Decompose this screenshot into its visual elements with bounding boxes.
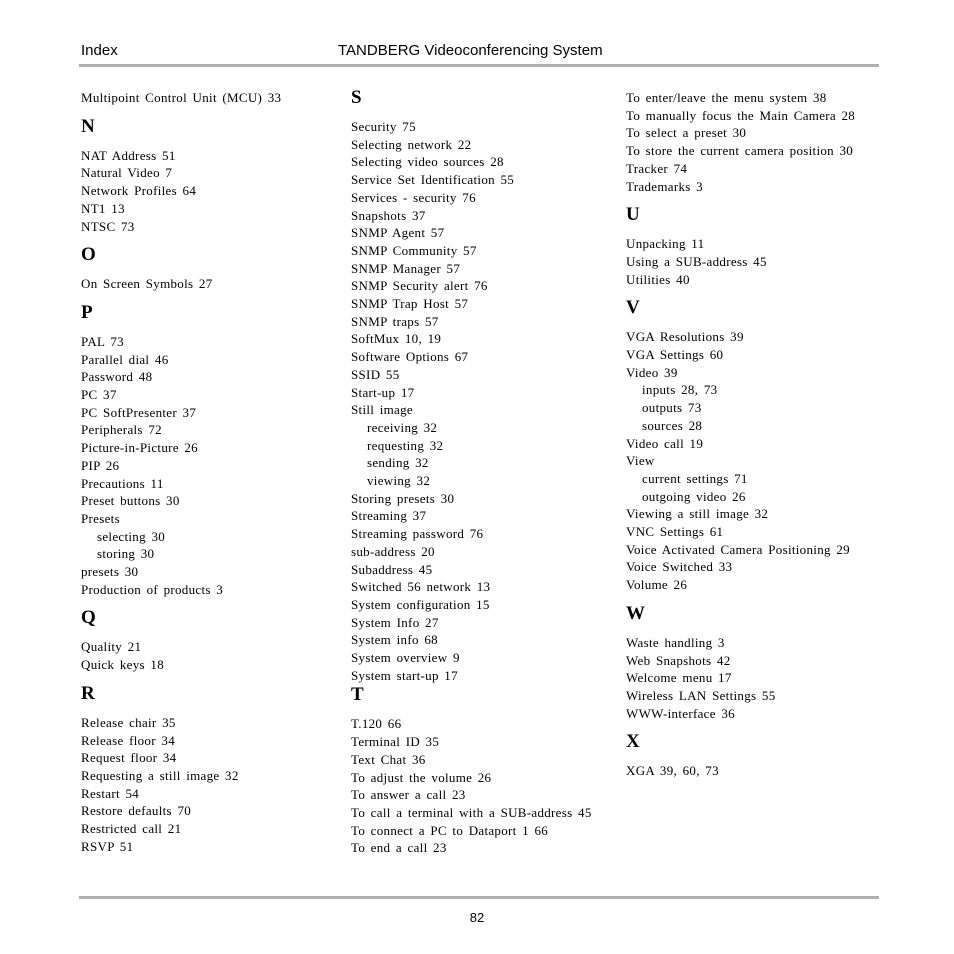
index-entry: SNMP Community 57 <box>351 242 477 258</box>
index-entry: Selecting video sources 28 <box>351 154 504 170</box>
index-entry: System Info 27 <box>351 614 439 630</box>
index-entry: Picture-in-Picture 26 <box>81 440 198 456</box>
index-entry: Wireless LAN Settings 55 <box>626 687 776 703</box>
index-entry: System start-up 17 <box>351 667 458 683</box>
index-section-letter: O <box>81 244 96 266</box>
index-subentry: sending 32 <box>367 455 429 471</box>
index-entry: Subaddress 45 <box>351 561 433 577</box>
header-divider <box>79 64 879 67</box>
index-entry: Switched 56 network 13 <box>351 579 491 595</box>
index-entry: Parallel dial 46 <box>81 351 169 367</box>
index-entry: Streaming 37 <box>351 508 427 524</box>
index-entry: NAT Address 51 <box>81 147 176 163</box>
index-subentry: inputs 28, 73 <box>642 382 718 398</box>
index-entry: Peripherals 72 <box>81 422 162 438</box>
index-entry: Welcome menu 17 <box>626 670 732 686</box>
index-entry: Still image <box>351 402 413 418</box>
index-entry: VGA Settings 60 <box>626 347 724 362</box>
index-entry: PC 37 <box>81 387 117 402</box>
index-entry: Voice Switched 33 <box>626 559 733 575</box>
index-subentry: sources 28 <box>642 417 703 433</box>
index-subentry: outgoing video 26 <box>642 488 746 504</box>
index-subentry: outputs 73 <box>642 400 702 416</box>
index-entry: To end a call 23 <box>351 840 447 856</box>
index-entry: Video 39 <box>626 364 678 380</box>
index-entry: Web Snapshots 42 <box>626 652 731 668</box>
index-entry: System overview 9 <box>351 650 460 665</box>
index-entry: Waste handling 3 <box>626 634 725 650</box>
index-entry: Storing presets 30 <box>351 490 455 506</box>
index-section-letter: P <box>81 301 93 323</box>
index-entry: System info 68 <box>351 632 438 648</box>
index-entry: To enter/leave the menu system 38 <box>626 90 827 105</box>
index-entry: Text Chat 36 <box>351 751 426 767</box>
index-entry: Natural Video 7 <box>81 165 173 181</box>
index-entry: SoftMux 10, 19 <box>351 331 442 347</box>
index-entry: XGA 39, 60, 73 <box>626 763 719 779</box>
index-entry: PIP 26 <box>81 457 120 473</box>
index-entry: Service Set Identification 55 <box>351 172 515 188</box>
index-entry: PAL 73 <box>81 333 124 349</box>
header-document-title: TANDBERG Videoconferencing System <box>338 42 603 59</box>
index-entry: Using a SUB-address 45 <box>626 253 767 269</box>
index-entry: Tracker 74 <box>626 160 688 176</box>
index-entry: Software Options 67 <box>351 349 469 365</box>
index-entry: To select a preset 30 <box>626 125 747 141</box>
index-entry: presets 30 <box>81 564 139 579</box>
index-entry: Utilities 40 <box>626 271 690 287</box>
index-entry: NTSC 73 <box>81 218 135 234</box>
index-entry: To connect a PC to Dataport 1 66 <box>351 822 549 838</box>
index-entry: SNMP Manager 57 <box>351 260 461 276</box>
index-entry: On Screen Symbols 27 <box>81 276 213 292</box>
index-subentry: selecting 30 <box>97 528 166 544</box>
page-number: 82 <box>469 910 485 925</box>
index-entry: Release floor 34 <box>81 732 175 748</box>
index-entry: Network Profiles 64 <box>81 183 197 199</box>
index-entry: sub-address 20 <box>351 543 435 559</box>
index-entry: Quick keys 18 <box>81 657 164 673</box>
header-section-label: Index <box>81 42 118 59</box>
index-subentry: requesting 32 <box>367 437 444 453</box>
index-entry: Streaming password 76 <box>351 526 484 542</box>
index-section-letter: T <box>351 684 364 706</box>
index-entry: Snapshots 37 <box>351 207 426 223</box>
index-entry: SNMP Agent 57 <box>351 225 445 241</box>
index-entry: Multipoint Control Unit (MCU) 33 <box>81 90 282 105</box>
index-subentry: current settings 71 <box>642 470 748 486</box>
index-entry: Selecting network 22 <box>351 136 472 152</box>
index-subentry: viewing 32 <box>367 473 431 488</box>
index-entry: To answer a call 23 <box>351 787 466 803</box>
index-section-letter: R <box>81 682 95 704</box>
index-entry: SSID 55 <box>351 366 400 382</box>
index-entry: SNMP Security alert 76 <box>351 278 488 294</box>
index-entry: WWW-interface 36 <box>626 705 735 721</box>
index-section-letter: U <box>626 204 640 226</box>
index-entry: Voice Activated Camera Positioning 29 <box>626 541 850 557</box>
index-entry: Viewing a still image 32 <box>626 506 769 522</box>
index-entry: Preset buttons 30 <box>81 493 180 509</box>
index-section-letter: V <box>626 297 640 319</box>
index-entry: Volume 26 <box>626 577 688 593</box>
index-entry: Password 48 <box>81 369 153 385</box>
index-entry: VGA Resolutions 39 <box>626 329 744 345</box>
index-entry: Terminal ID 35 <box>351 734 440 750</box>
index-entry: Production of products 3 <box>81 581 224 597</box>
index-entry: SNMP traps 57 <box>351 313 439 329</box>
index-entry: To manually focus the Main Camera 28 <box>626 107 856 123</box>
index-section-letter: X <box>626 731 640 753</box>
index-entry: View <box>626 453 655 469</box>
index-entry: RSVP 51 <box>81 838 134 854</box>
index-subentry: storing 30 <box>97 546 155 562</box>
index-entry: Video call 19 <box>626 435 704 451</box>
index-entry: T.120 66 <box>351 716 402 732</box>
index-entry: To store the current camera position 30 <box>626 143 854 159</box>
footer-divider <box>79 896 879 899</box>
index-entry: Restore defaults 70 <box>81 803 192 819</box>
index-entry: Request floor 34 <box>81 750 177 766</box>
index-entry: NT1 13 <box>81 200 125 216</box>
index-section-letter: W <box>626 602 645 624</box>
index-entry: PC SoftPresenter 37 <box>81 404 197 420</box>
index-section-letter: Q <box>81 607 96 629</box>
index-entry: Precautions 11 <box>81 475 164 491</box>
index-entry: Restricted call 21 <box>81 821 182 836</box>
index-section-letter: S <box>351 87 362 108</box>
index-entry: Presets <box>81 510 120 526</box>
index-entry: SNMP Trap Host 57 <box>351 296 469 311</box>
index-entry: Restart 54 <box>81 785 140 801</box>
index-entry: Security 75 <box>351 119 416 134</box>
index-entry: Requesting a still image 32 <box>81 767 239 783</box>
index-subentry: receiving 32 <box>367 419 438 435</box>
index-entry: Trademarks 3 <box>626 178 703 194</box>
index-entry: To call a terminal with a SUB-address 45 <box>351 804 592 820</box>
index-entry: Release chair 35 <box>81 714 176 730</box>
index-entry: To adjust the volume 26 <box>351 769 492 785</box>
index-entry: VNC Settings 61 <box>626 524 724 539</box>
index-entry: System configuration 15 <box>351 596 490 612</box>
index-section-letter: N <box>81 115 95 137</box>
index-entry: Services - security 76 <box>351 189 476 205</box>
index-entry: Quality 21 <box>81 639 142 655</box>
index-entry: Unpacking 11 <box>626 236 705 252</box>
index-entry: Start-up 17 <box>351 384 415 400</box>
